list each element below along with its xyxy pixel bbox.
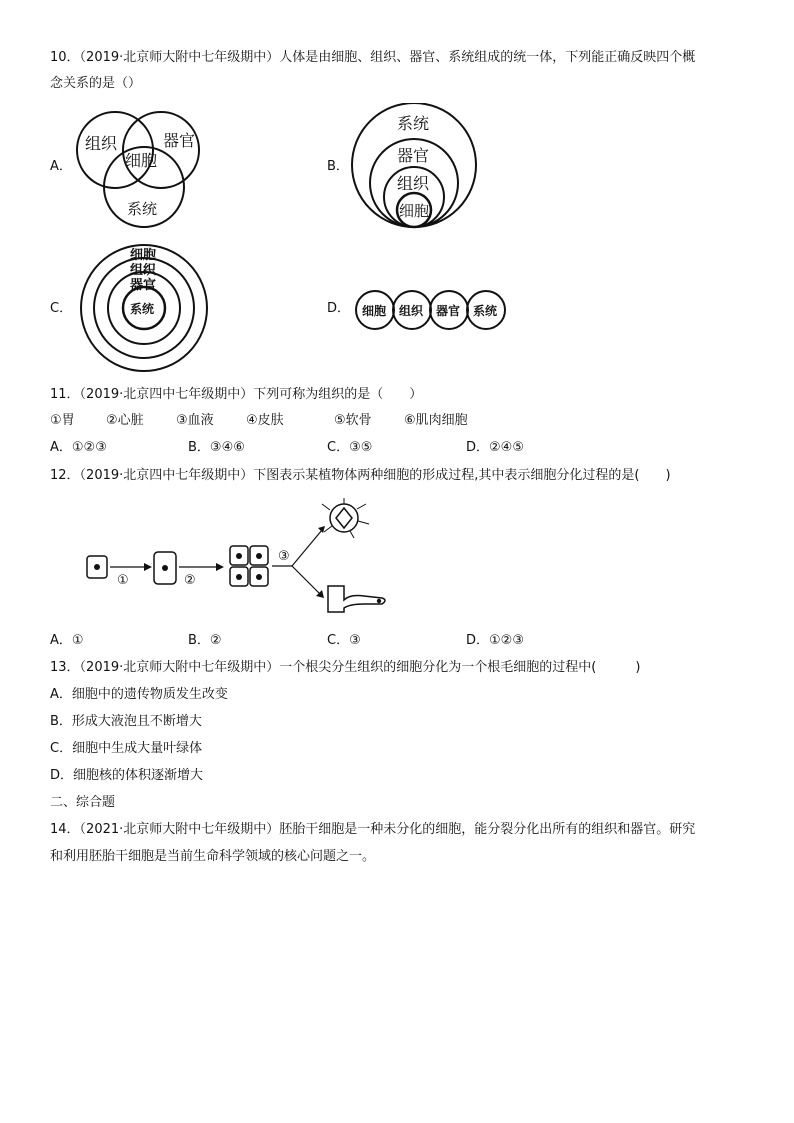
q11-item-4: ④皮肤 bbox=[246, 413, 284, 428]
q10-diagram-a bbox=[75, 106, 215, 231]
q11-item-2: ②心脏 bbox=[106, 413, 144, 428]
q12-stem: 12．（2019·北京四中七年级期中）下图表示某植物体两种细胞的形成过程,其中表示细胞分化过程的是( ) bbox=[50, 468, 671, 483]
specialized-cell-top bbox=[322, 498, 369, 538]
q10-option-a-label[interactable]: A． bbox=[50, 159, 72, 174]
four-cells bbox=[230, 546, 268, 586]
q11-option-b[interactable]: B．③④⑥ bbox=[188, 440, 245, 455]
svg-text:系统: 系统 bbox=[397, 114, 430, 133]
svg-text:组织: 组织 bbox=[130, 263, 157, 278]
q12-option-a[interactable]: A．① bbox=[50, 633, 84, 648]
q13-option-c[interactable]: C．细胞中生成大量叶绿体 bbox=[50, 741, 203, 756]
label-system: 系统 bbox=[127, 200, 158, 218]
q10-stem-line2: 念关系的是（） bbox=[50, 76, 142, 91]
q11-stem: 11．（2019·北京四中七年级期中）下列可称为组织的是（ ） bbox=[50, 387, 423, 402]
label-cell: 细胞 bbox=[125, 151, 158, 170]
q10-stem-line1: 10．（2019·北京师大附中七年级期中）人体是由细胞、组织、器官、系统组成的统一体，下列能正确反映四个概 bbox=[50, 50, 696, 65]
q12-cell-differentiation-diagram bbox=[82, 496, 402, 618]
q11-item-5: ⑤软骨 bbox=[334, 413, 372, 428]
svg-text:系统: 系统 bbox=[473, 304, 498, 318]
q11-option-a[interactable]: A．①②③ bbox=[50, 440, 107, 455]
label-organ: 器官 bbox=[163, 131, 196, 150]
svg-text:组织: 组织 bbox=[399, 304, 424, 318]
step-2-label: ② bbox=[184, 573, 196, 588]
q10-diagram-d bbox=[353, 290, 508, 330]
q11-option-c[interactable]: C．③⑤ bbox=[327, 440, 373, 455]
svg-text:器官: 器官 bbox=[397, 146, 430, 165]
q10-option-b-label[interactable]: B． bbox=[327, 159, 349, 174]
step-1-label: ① bbox=[117, 573, 129, 588]
q13-option-d[interactable]: D．细胞核的体积逐渐增大 bbox=[50, 768, 204, 783]
q11-item-1: ①胃 bbox=[50, 413, 75, 428]
svg-text:细胞: 细胞 bbox=[399, 202, 430, 220]
q11-item-6: ⑥肌肉细胞 bbox=[404, 413, 468, 428]
label-tissue: 组织 bbox=[85, 134, 118, 153]
root-hair-cell bbox=[328, 586, 385, 612]
svg-text:细胞: 细胞 bbox=[362, 304, 387, 318]
svg-text:细胞: 细胞 bbox=[130, 248, 157, 263]
svg-text:器官: 器官 bbox=[436, 304, 461, 318]
q12-option-c[interactable]: C．③ bbox=[327, 633, 361, 648]
q10-option-c-label[interactable]: C． bbox=[50, 301, 73, 316]
q12-option-b[interactable]: B．② bbox=[188, 633, 222, 648]
q11-option-d[interactable]: D．②④⑤ bbox=[466, 440, 524, 455]
step-3-label: ③ bbox=[278, 549, 290, 564]
q10-option-d-label[interactable]: D． bbox=[327, 301, 351, 316]
q14-stem-line2: 和利用胚胎干细胞是当前生命科学领域的核心问题之一。 bbox=[50, 849, 376, 864]
svg-text:组织: 组织 bbox=[397, 174, 430, 193]
q11-item-3: ③血液 bbox=[176, 413, 214, 428]
section-heading: 二、综合题 bbox=[50, 795, 116, 810]
q10-diagram-c bbox=[78, 243, 212, 373]
q10-diagram-b bbox=[350, 103, 482, 231]
q13-option-b[interactable]: B．形成大液泡且不断增大 bbox=[50, 714, 202, 729]
svg-text:器官: 器官 bbox=[130, 278, 157, 293]
svg-text:系统: 系统 bbox=[130, 302, 155, 316]
q13-option-a[interactable]: A．细胞中的遗传物质发生改变 bbox=[50, 687, 228, 702]
q14-stem-line1: 14．（2021·北京师大附中七年级期中）胚胎干细胞是一种未分化的细胞，能分裂分化出所有的组织和器官。研究 bbox=[50, 822, 696, 837]
q13-stem: 13．（2019·北京师大附中七年级期中）一个根尖分生组织的细胞分化为一个根毛细胞的过程中( ) bbox=[50, 660, 641, 675]
q12-option-d[interactable]: D．①②③ bbox=[466, 633, 524, 648]
